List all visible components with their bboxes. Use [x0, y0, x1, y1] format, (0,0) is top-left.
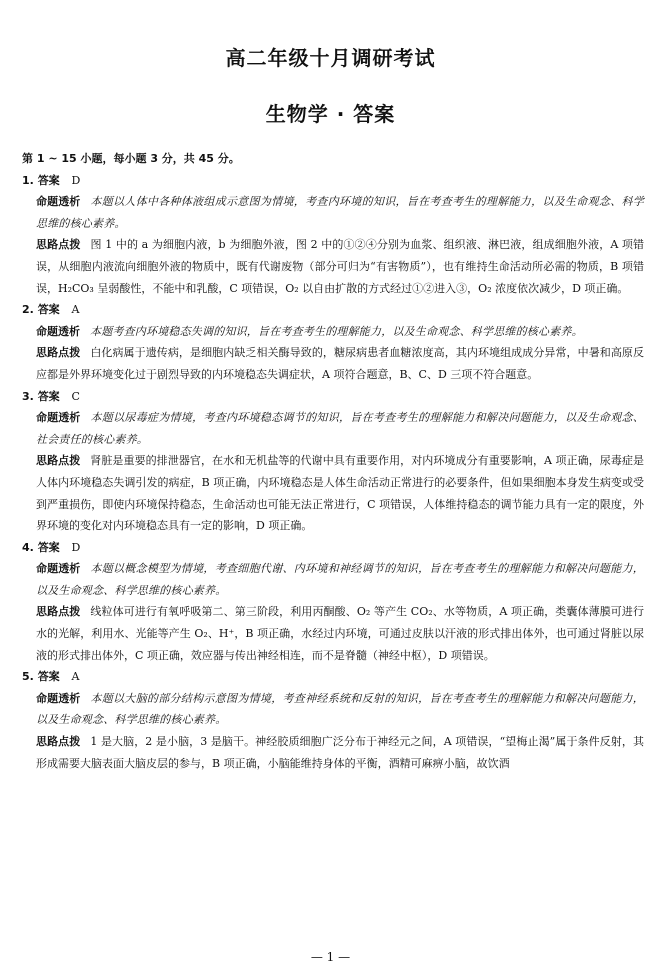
analysis-label: 命题透析 [36, 691, 81, 705]
answer-label: 答案 [37, 540, 60, 554]
section-header: 第 1 ~ 15 小题，每小题 3 分，共 45 分。 [22, 152, 240, 165]
tip-text: 1 是大脑，2 是小脑，3 是脑干。神经胶质细胞广泛分布于神经元之间，A 项错误，“望梅止渴”属于条件反射，其形成需要大脑表面大脑皮层的参与，B 项正确，小脑能维持身体的平衡，酒精可麻痹小脑，故饮酒 [36, 735, 644, 770]
page-subtitle: 生物学 · 答案 [265, 102, 396, 126]
question-number: 2. [22, 303, 34, 317]
tip-label: 思路点拨 [36, 605, 81, 619]
analysis-label: 命题透析 [36, 324, 80, 338]
tip-paragraph [22, 601, 644, 666]
tip-label: 思路点拨 [36, 454, 81, 468]
question-number: 3. [22, 389, 34, 403]
tip-paragraph [22, 450, 644, 536]
answer-letter: A [71, 303, 80, 317]
analysis-paragraph [22, 407, 644, 450]
analysis-label: 命题透析 [36, 562, 81, 576]
answer-label: 答案 [37, 389, 60, 403]
analysis-text: 本题以大脑的部分结构示意图为情境，考查神经系统和反射的知识，旨在考查考生的理解能力和解决问题能力，以及生命观念、科学思维的核心素养。 [36, 691, 645, 727]
analysis-label: 命题透析 [36, 195, 81, 209]
analysis-paragraph [22, 191, 644, 234]
tip-label: 思路点拨 [36, 735, 81, 749]
question-block-2 [22, 299, 644, 385]
question-answer-line [22, 666, 644, 688]
question-block-1 [22, 170, 644, 300]
question-answer-line [22, 170, 644, 192]
answer-label: 答案 [37, 303, 60, 317]
analysis-text: 本题以尿毒症为情境，考查内环境稳态调节的知识，旨在考查考生的理解能力和解决问题能力，以及生命观念、社会责任的核心素养。 [36, 411, 645, 446]
answer-letter: D [71, 173, 81, 187]
tip-text: 线粒体可进行有氧呼吸第二、第三阶段，利用丙酮酸、O₂ 等产生 CO₂、水等物质，A 项正确，类囊体薄膜可进行水的光解，利用水、光能等产生 O₂、H⁺，B 项正确，水经过内环境，可通过皮肤以汗液的形式排出体外，也可通过肾脏以尿液的形式排出体外，C 项正确，效应器与传出神经相连，而不是脊髓（神经中枢），D 项错误。 [36, 605, 645, 662]
tip-text: 白化病属于遗传病，是细胞内缺乏相关酶导致的，糖尿病患者血糖浓度高，其内环境组成成分异常，中暑和高原反应都是外界环境变化过于剧烈导致的内环境稳态失调症状，A 项符合题意，B、C、D 三项不符合题意。 [36, 346, 645, 381]
analysis-text: 本题考查内环境稳态失调的知识，旨在考查考生的理解能力，以及生命观念、科学思维的核心素养。 [90, 324, 583, 338]
tip-text: 肾脏是重要的排泄器官，在水和无机盐等的代谢中具有重要作用，对内环境成分有重要影响，A 项正确，尿毒症是人体内环境稳态失调引发的病症，B 项正确，内环境稳态是人体生命活动正常进行的必要条件，但如果细胞本身发生病变或受到严重损伤，即使内环境保持稳态，生命活动也可能无法正常进行，C 项错误，人体维持稳态的调节能力具有一定的限度，外界环境的变化对内环境稳态具有一定的影响，D 项正确。 [36, 454, 645, 533]
answer-letter: C [71, 389, 80, 403]
answer-label: 答案 [37, 173, 60, 187]
page-title: 高二年级十月调研考试 [225, 46, 436, 70]
page-number: — 1 — [310, 950, 351, 964]
answer-label: 答案 [37, 670, 60, 684]
question-answer-line [22, 386, 644, 408]
question-number: 1. [22, 173, 34, 187]
answer-letter: D [71, 540, 81, 554]
tip-label: 思路点拨 [36, 238, 81, 252]
answer-content [22, 148, 644, 774]
analysis-text: 本题以概念模型为情境，考查细胞代谢、内环境和神经调节的知识，旨在考查考生的理解能力和解决问题能力，以及生命观念、科学思维的核心素养。 [36, 562, 645, 597]
analysis-text: 本题以人体中各种体液组成示意图为情境，考查内环境的知识，旨在考查考生的理解能力，以及生命观念、科学思维的核心素养。 [36, 195, 645, 230]
question-number: 5. [22, 670, 34, 684]
question-answer-line [22, 537, 644, 559]
question-answer-line [22, 299, 644, 321]
tip-paragraph [22, 731, 644, 774]
question-block-4 [22, 537, 644, 667]
question-number: 4. [22, 540, 34, 554]
analysis-paragraph [22, 321, 644, 343]
question-block-3 [22, 386, 644, 537]
analysis-paragraph [22, 688, 644, 731]
answer-letter: A [71, 670, 80, 684]
tip-paragraph [22, 234, 644, 299]
tip-label: 思路点拨 [36, 346, 81, 360]
analysis-paragraph [22, 558, 644, 601]
question-block-5 [22, 666, 644, 774]
tip-text: 图 1 中的 a 为细胞内液，b 为细胞外液，图 2 中的①②④分别为血浆、组织液、淋巴液，组成细胞外液，A 项错误，从细胞内液流向细胞外液的物质中，既有代谢废物（部分可归为“有害物质”），也有维持生命活动所必需的物质，B 项错误，H₂CO₃ 呈弱酸性，不能中和乳酸，C 项错误，O₂ 以自由扩散的方式经过①②进入③，O₂ 浓度依次减少，D 项正确。 [36, 238, 645, 295]
analysis-label: 命题透析 [36, 411, 81, 425]
tip-paragraph [22, 342, 644, 385]
